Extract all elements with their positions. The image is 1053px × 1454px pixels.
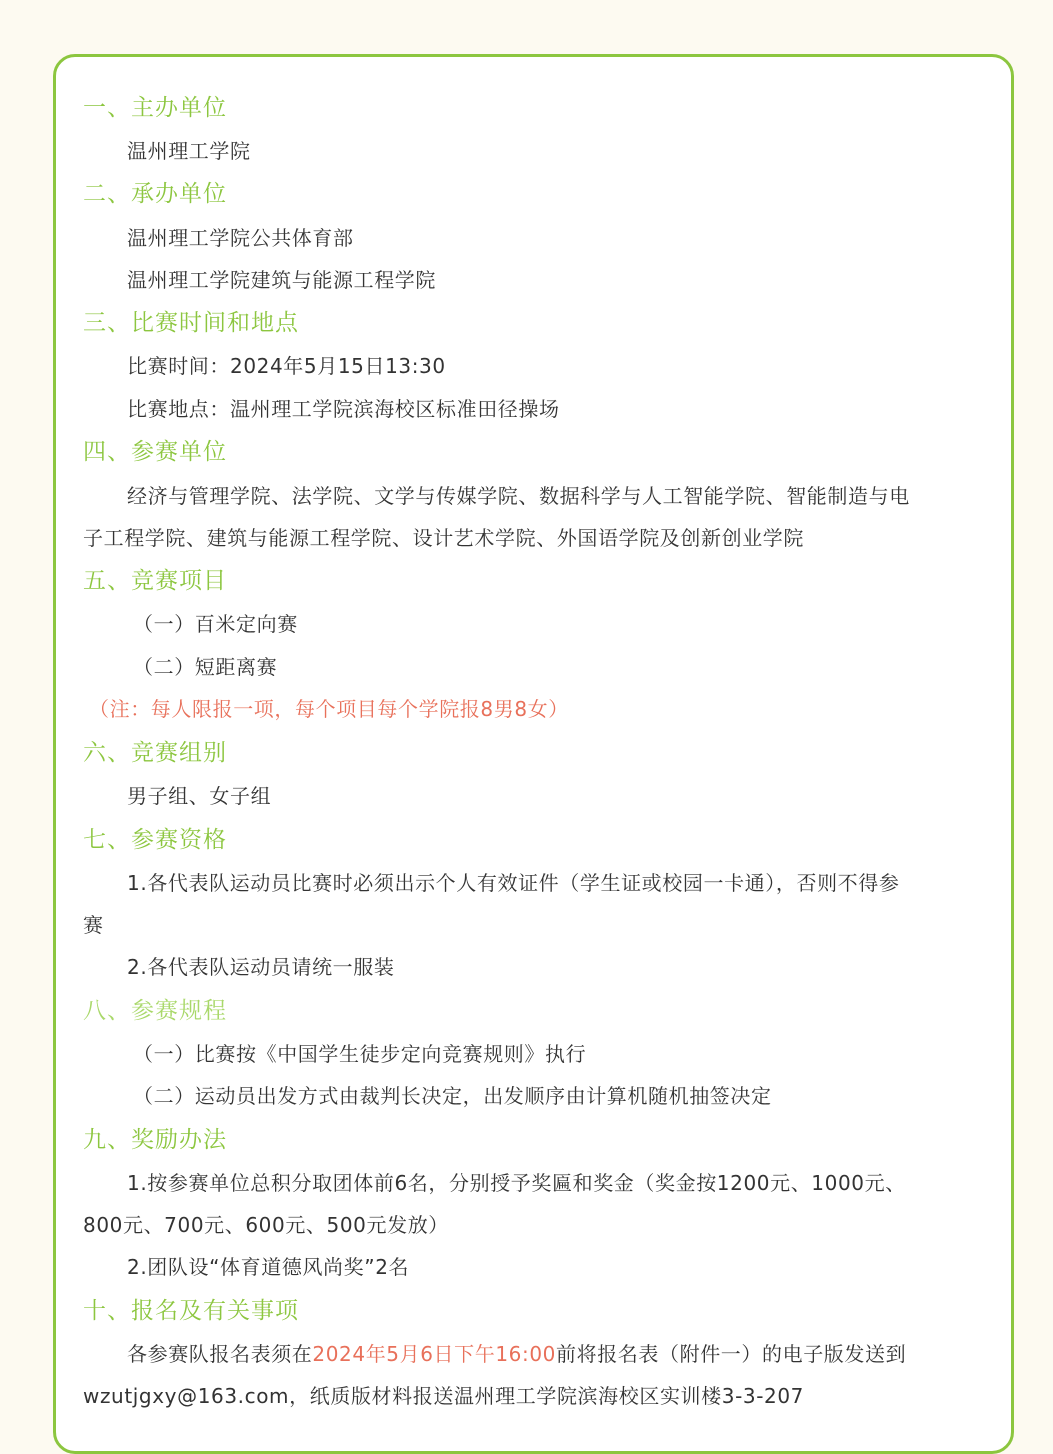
organizer-line: 温州理工学院 (127, 139, 251, 163)
awards-line-2: 2.团队设“体育道德风尚奖”2名 (127, 1255, 410, 1279)
heading-awards: 九、奖励办法 (83, 1127, 227, 1153)
place-line: 比赛地点：温州理工学院滨海校区标准田径操场 (127, 397, 560, 421)
heading-organizer: 一、主办单位 (83, 95, 227, 121)
registration-line-1 (127, 1339, 906, 1369)
heading-rules: 八、参赛规程 (83, 998, 227, 1024)
rules-line-2: （二）运动员出发方式由裁判长决定，出发顺序由计算机随机抽签决定 (133, 1084, 772, 1108)
awards-line-1-cont: 800元、700元、600元、500元发放） (83, 1213, 449, 1237)
event-line-2: （二）短距离赛 (133, 655, 278, 679)
time-line: 比赛时间：2024年5月15日13:30 (127, 354, 446, 378)
registration-deadline: 2024年5月6日下午16:00 (312, 1342, 556, 1366)
rules-line-1: （一）比赛按《中国学生徒步定向竞赛规则》执行 (133, 1042, 587, 1066)
heading-eligibility: 七、参赛资格 (83, 827, 227, 853)
heading-registration: 十、报名及有关事项 (83, 1298, 299, 1324)
heading-events: 五、竞赛项目 (83, 568, 227, 594)
undertaker-line-1: 温州理工学院公共体育部 (127, 226, 354, 250)
heading-groups: 六、竞赛组别 (83, 740, 227, 766)
participants-line-2: 子工程学院、建筑与能源工程学院、设计艺术学院、外国语学院及创新创业学院 (83, 526, 804, 550)
heading-time-place: 三、比赛时间和地点 (83, 310, 299, 336)
eligibility-line-1-cont: 赛 (83, 913, 104, 937)
heading-undertaker: 二、承办单位 (83, 181, 227, 207)
event-line-1: （一）百米定向赛 (133, 612, 298, 636)
eligibility-line-2: 2.各代表队运动员请统一服装 (127, 955, 395, 979)
undertaker-line-2: 温州理工学院建筑与能源工程学院 (127, 268, 436, 292)
registration-text-post: 前将报名表（附件一）的电子版发送到 (556, 1342, 907, 1366)
groups-line: 男子组、女子组 (127, 784, 272, 808)
awards-line-1: 1.按参赛单位总积分取团体前6名，分别授予奖匾和奖金（奖金按1200元、1000元、 (127, 1171, 906, 1195)
registration-line-2: wzutjgxy@163.com，纸质版材料报送温州理工学院滨海校区实训楼3-3-207 (83, 1384, 804, 1408)
events-note: （注：每人限报一项，每个项目每个学院报8男8女） (89, 697, 569, 721)
eligibility-line-1: 1.各代表队运动员比赛时必须出示个人有效证件（学生证或校园一卡通），否则不得参 (127, 871, 900, 895)
notice-card (53, 54, 1014, 1454)
participants-line-1: 经济与管理学院、法学院、文学与传媒学院、数据科学与人工智能学院、智能制造与电 (127, 484, 910, 508)
heading-participants: 四、参赛单位 (83, 439, 227, 465)
registration-text-pre: 各参赛队报名表须在 (127, 1342, 313, 1366)
